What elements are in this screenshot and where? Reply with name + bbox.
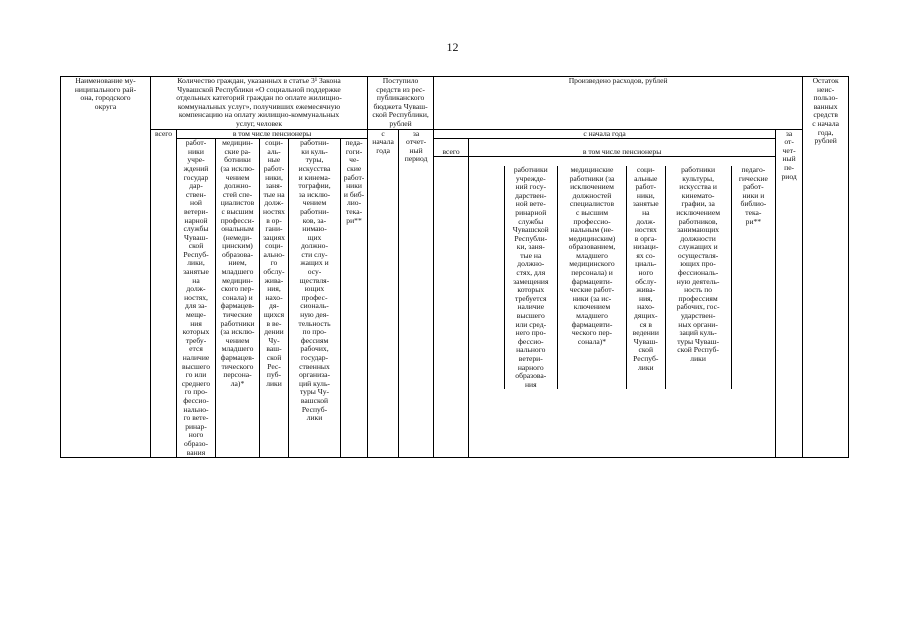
spent-total-header xyxy=(434,139,469,458)
spent-col-medical: медицинские работники (за исключением должностей специалистов с высшим профессио- нальным (не- медицинским) образованием, младшего медицинского персонала) и фармацевти- ческие работ- ники (за ис- ключением младшего фармацевти- ческого пер- сонала)* xyxy=(558,166,627,389)
spent-pensioners-block xyxy=(469,139,776,458)
header-district: Наименование му- ниципального рай- она, городского округа xyxy=(61,77,151,458)
header-citizens-count: Количество граждан, указанных в статье 3¹ Закона Чувашской Республики «О социальной поддержке отдельных категорий граждан по оплате жилищно- коммунальных услуг», получивших ежемесячную компенсацию на оплату жилищно-коммунальных услуг, человек xyxy=(151,77,368,130)
header-row-3 xyxy=(61,139,849,458)
count-col-veterinary: работ- ники учре- ждений государ дар- ствен- ной ветери- нарной службы Чуваш- ской Респуб- лики, занятые на долж- ностях, для за- меще- ния которых требу- ется наличие высшего го или среднего го про- фессио- нально- го вете- ринар- ного образо- вания xyxy=(177,139,216,458)
count-col-pedagogical: педа- гоги- че- ские работ- ники и биб- лио- тека- ри** xyxy=(341,139,368,458)
spent-from-year-start-header: с начала года xyxy=(434,129,776,139)
count-total-header: всего xyxy=(151,129,177,458)
report-table xyxy=(60,76,849,458)
page-number: 12 xyxy=(446,40,459,54)
spent-col-social: соци- альные работ- ники, занятые на долж- ностях в орга- низаци- ях со- циаль- ного обслу- жива- ния, нахо- дящих- ся в ведении Чуваш- ской Респуб- лики xyxy=(627,166,666,389)
received-for-period-header: за отчет- ный период xyxy=(399,129,434,458)
header-row-1 xyxy=(61,77,849,130)
header-remainder: Остаток неис- пользо- ванных средств с начала года, рублей xyxy=(803,77,849,458)
count-col-medical: медицин- ские ра- ботники (за исклю- чением должно- стей спе- циалистов с высшим професси- ональным (немеди- цинским) образова- нием, младшего медицин- ского пер- сонала) и фармацев- тические работники (за исклю- чением младшего фармацев- тического персона- ла)* xyxy=(216,139,260,458)
count-col-social: соци- аль- ные работ- ники, заня- тые на долж- ностях в ор- гани- зациях соци- ально- го обслу- жива- ния, нахо- дя- щихся в ве- дении Чу- ваш- ской Рес- пуб- лики xyxy=(260,139,289,458)
header-received: Поступило средств из рес- публиканского бюджета Чуваш- ской Республики, рублей xyxy=(368,77,434,130)
spent-col-pedagogical: педаго- гические работ- ники и библио- тека- ри** xyxy=(738,164,768,226)
spent-pensioners-header: в том числе пенсионеры xyxy=(469,148,775,158)
count-pensioners-header: в том числе пенсионеры xyxy=(177,129,368,139)
received-from-year-start-header: с начала года xyxy=(368,129,399,458)
spent-col-culture: работники культуры, искусства и кинемато- графии, за исключением работников, занимающих должности служащих и осуществля- ющих про- фессиональ- ную деятель- ность по профессиям рабочих, гос- ударствен- ных органи- заций куль- туры Чуваш- ской Респуб- лики xyxy=(666,166,732,389)
header-row-2 xyxy=(61,129,849,139)
spent-total-label: всего xyxy=(434,148,469,158)
spent-col-veterinary: работники учрежде- ний госу- дарствен- ной вете- ринарной службы Чувашской Республи- ки, заня- тые на должно- стях, для замещения которых требуется наличие высшего или сред- него про- фессио- нального ветери- нарного образова- ния xyxy=(505,166,558,389)
count-col-culture: работни- ки куль- туры, искусства и кинема- тографии, за исклю- чением работни- ков, за- нимаю- щих должно- сти слу- жащих и осу- ществля- ющих профес- сиональ- ную дея- тельность по про- фессиям рабочих, государ- ственных организа- ций куль- туры Чу- вашской Респуб- лики xyxy=(289,139,341,458)
header-spent: Произведено расходов, рублей xyxy=(434,77,803,130)
spent-col-spacer xyxy=(469,166,505,389)
spent-for-period-header: за от- чет- ный пе- риод xyxy=(776,129,803,458)
